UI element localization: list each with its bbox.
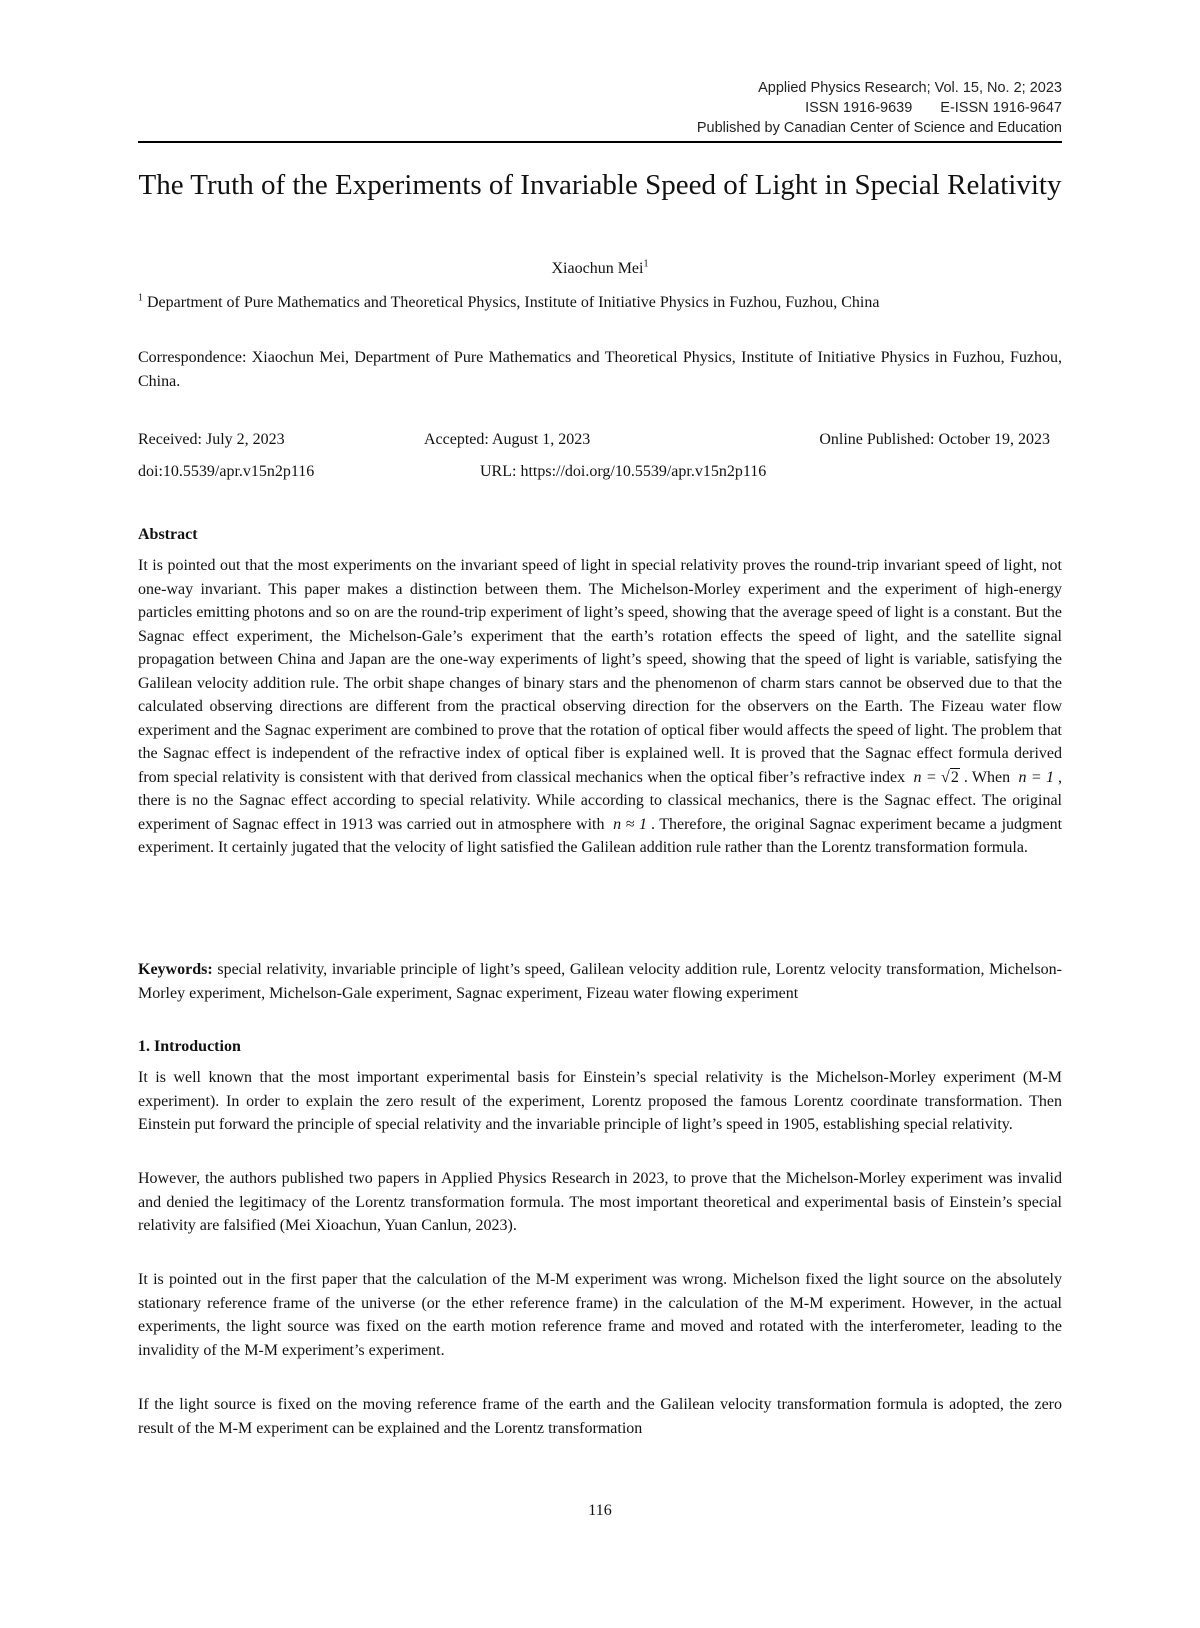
- journal-citation: Applied Physics Research; Vol. 15, No. 2; 2023: [758, 80, 1062, 96]
- keywords: [138, 958, 1062, 1005]
- issn: ISSN 1916-9639: [805, 100, 913, 116]
- author-sup: 1: [643, 258, 649, 270]
- paper-title: The Truth of the Experiments of Invariable Speed of Light in Special Relativity: [138, 169, 1062, 201]
- sqrt-radicand: 2: [950, 768, 959, 786]
- affiliation-sup: 1: [138, 292, 143, 304]
- formula-n-approx-1: n ≈ 1: [613, 815, 647, 833]
- eissn: E-ISSN 1916-9647: [940, 100, 1062, 116]
- abstract-heading: Abstract: [138, 526, 198, 543]
- abstract-part-3: , there is no the Sagnac effect according to special relativity. While according to classical mechanics, there is the Sagnac effect. The original experiment of Sagnac effect in 1913 was carried out in atmosphere with: [138, 768, 1063, 833]
- formula-n-sqrt2-lhs: n =: [913, 768, 942, 786]
- keywords-label: Keywords:: [138, 961, 213, 978]
- intro-paragraph-1: It is well known that the most important experimental basis for Einstein’s special relativity is the Michelson-Morley experiment (M-M experiment). In order to explain the zero result of the experiment, Lorentz proposed the famous Lorentz coordinate transformation. Then Einstein put forward the principle of special relativity and the invariable principle of light’s speed in 1905, establishing special relativity.: [138, 1069, 1062, 1133]
- doi-url-link[interactable]: URL: https://doi.org/10.5539/apr.v15n2p116: [480, 463, 767, 480]
- journal-header: [697, 78, 1062, 138]
- issn-line: [697, 98, 1062, 118]
- accepted-date: Accepted: August 1, 2023: [424, 431, 591, 448]
- affiliation-text: Department of Pure Mathematics and Theoretical Physics, Institute of Initiative Physics in Fuzhou, Fuzhou, China: [147, 294, 880, 311]
- section-heading-introduction: 1. Introduction: [138, 1038, 241, 1055]
- intro-paragraph-2: However, the authors published two papers in Applied Physics Research in 2023, to prove that the Michelson-Morley experiment was invalid and denied the legitimacy of the Lorentz transformation formula. The most important theoretical and experimental basis of Einstein’s special relativity are falsified (Mei Xioachun, Yuan Canlun, 2023).: [138, 1170, 1062, 1234]
- formula-n-sqrt2: [910, 769, 964, 786]
- correspondence: Correspondence: Xiaochun Mei, Department of Pure Mathematics and Theoretical Physics, Institute of Initiative Physics in Fuzhou, Fuzhou, China.: [138, 349, 1062, 390]
- abstract-part-1: It is pointed out that the most experiments on the invariant speed of light in special relativity proves the round-trip invariant speed of light, not one-way invariant. This paper makes a distinction between them. The Michelson-Morley experiment and the experiment of high-energy particles emitting photons and so on are the round-trip experiment of light’s speed, showing that the average speed of light is a constant. But the Sagnac effect experiment, the Michelson-Gale’s experiment that the earth’s rotation effects the speed of light, and the satellite signal propagation between China and Japan are the one-way experiments of light’s speed, showing that the speed of light is variable, satisfying the Galilean velocity addition rule. The orbit shape changes of binary stars and the phenomenon of charm stars cannot be observed due to that the calculated observing directions are different from the practical observing direction for the observers on the Earth. The Fizeau water flow experiment and the Sagnac experiment are combined to prove that the rotation of optical fiber would affects the speed of light. The problem that the Sagnac effect is independent of the refractive index of optical fiber is explained well. It is proved that the Sagnac effect formula derived from special relativity is consistent with that derived from classical mechanics when the optical fiber’s refractive index: [138, 557, 1062, 786]
- abstract-part-2: . When: [963, 768, 1011, 786]
- doi: doi:10.5539/apr.v15n2p116: [138, 463, 315, 480]
- published-date: Online Published: October 19, 2023: [819, 431, 1050, 448]
- intro-paragraph-4: If the light source is fixed on the moving reference frame of the earth and the Galilean velocity transformation formula is adopted, the zero result of the M-M experiment can be explained and the Lorentz transformation: [138, 1396, 1062, 1437]
- page-number: 116: [588, 1502, 612, 1519]
- publisher: Published by Canadian Center of Science and Education: [696, 120, 1062, 136]
- received-date: Received: July 2, 2023: [138, 431, 285, 448]
- author-name: Xiaochun Mei: [551, 260, 644, 277]
- abstract-part-4: . Therefore, the original Sagnac experiment became a judgment experiment. It certainly jugated that the velocity of light satisfied the Galilean addition rule rather than the Lorentz transformation formula.: [138, 815, 1063, 856]
- formula-n-equals-1: n = 1: [1018, 768, 1055, 786]
- affiliation: [138, 291, 1062, 315]
- sqrt-symbol: √2: [941, 768, 959, 786]
- author-line: [138, 259, 1062, 279]
- intro-paragraph-3: It is pointed out in the first paper that the calculation of the M-M experiment was wrong. Michelson fixed the light source on the absolutely stationary reference frame of the universe (or the ether reference frame) in the calculation of the M-M experiment. However, in the actual experiments, the light source was fixed on the earth motion reference frame and moved and rotated with the interferometer, leading to the invalidity of the M-M experiment’s experiment.: [138, 1271, 1062, 1359]
- header-rule: [138, 141, 1062, 143]
- keywords-text: special relativity, invariable principle of light’s speed, Galilean velocity addition rule, Lorentz velocity transformation, Michelson-Morley experiment, Michelson-Gale experiment, Sagnac experiment, Fizeau water flowing experiment: [138, 961, 1063, 1002]
- abstract-text: [138, 554, 1062, 860]
